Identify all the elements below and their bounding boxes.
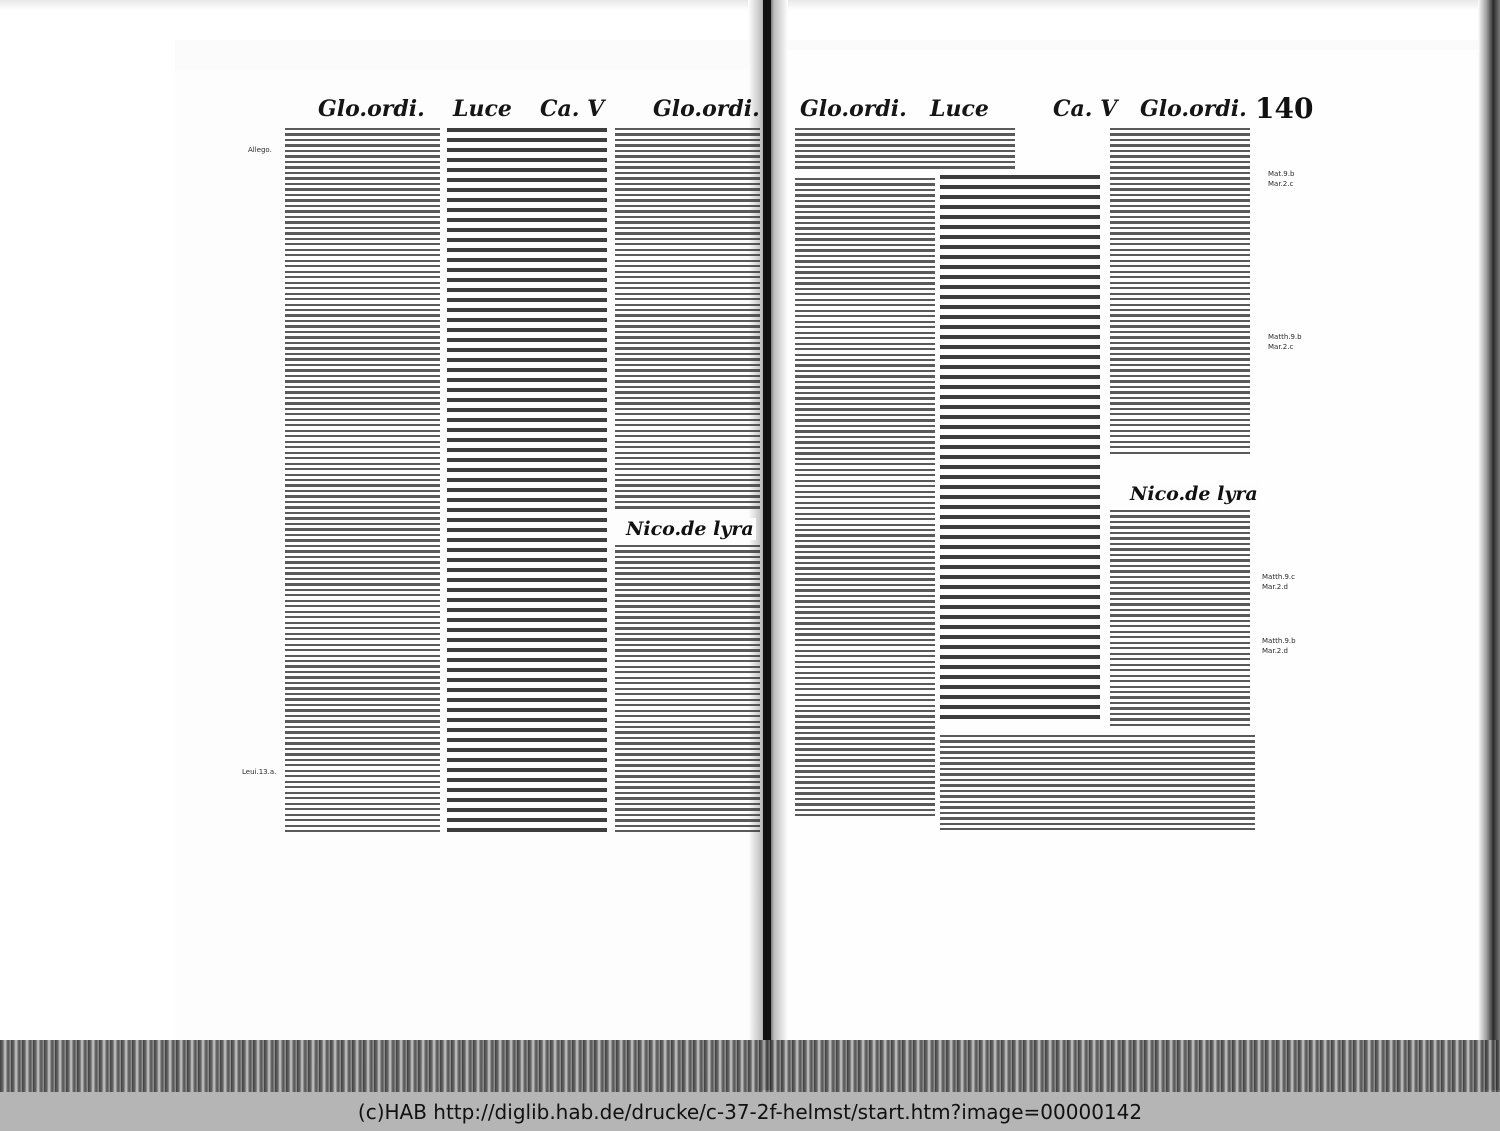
right-running-head-book: Luce: [930, 96, 989, 122]
right-running-head-gloss-1: Glo.ordi.: [800, 96, 907, 122]
right-section-heading: Nico.de lyra: [1130, 483, 1258, 505]
left-gloss-column-1: [285, 128, 440, 833]
left-running-head-chapter: Ca. V: [540, 96, 605, 122]
left-running-head-gloss-2: Glo.ordi.: [653, 96, 760, 122]
left-gloss-column-2-upper: [615, 128, 760, 513]
right-margin-ref-4: Mar.2.c: [1268, 343, 1294, 351]
left-section-heading: Nico.de lyra: [626, 518, 754, 540]
right-margin-ref-5: Matth.9.c: [1262, 573, 1296, 581]
folio-number: 140: [1255, 92, 1314, 125]
right-biblical-text-column: [940, 175, 1100, 730]
right-margin-ref-8: Mar.2.d: [1262, 647, 1288, 655]
page-edge-stripe: [1478, 0, 1500, 1090]
right-running-head-gloss-2: Glo.ordi.: [1140, 96, 1247, 122]
left-margin-note-leui: Leui.13.a.: [242, 768, 277, 776]
gutter-shadow: [763, 0, 771, 1090]
right-gloss-column-3-upper: [1110, 128, 1250, 458]
caption-bar: [0, 1092, 1500, 1131]
right-margin-ref-7: Matth.9.b: [1262, 637, 1296, 645]
right-margin-ref-3: Matth.9.b: [1268, 333, 1302, 341]
right-margin-ref-6: Mar.2.d: [1262, 583, 1288, 591]
right-margin-ref-1: Mat.9.b: [1268, 170, 1295, 178]
book-bottom-edge: [0, 1040, 1500, 1092]
right-gloss-column-3-lower: [1110, 510, 1250, 735]
left-running-head-gloss-1: Glo.ordi.: [318, 96, 425, 122]
left-gloss-column-2-lower: [615, 545, 760, 835]
left-biblical-text-column: [447, 128, 607, 833]
left-margin-note-allego: Allego.: [248, 146, 272, 154]
left-running-head-book: Luce: [453, 96, 512, 122]
right-gloss-top-block: [795, 128, 1015, 171]
right-gloss-column-1: [795, 178, 935, 818]
right-running-head-chapter: Ca. V: [1053, 96, 1118, 122]
right-margin-ref-2: Mar.2.c: [1268, 180, 1294, 188]
image-source-caption: (c)HAB http://diglib.hab.de/drucke/c-37-2f-helmst/start.htm?image=00000142: [357, 1099, 1143, 1124]
right-gloss-lower-block: [940, 735, 1255, 830]
